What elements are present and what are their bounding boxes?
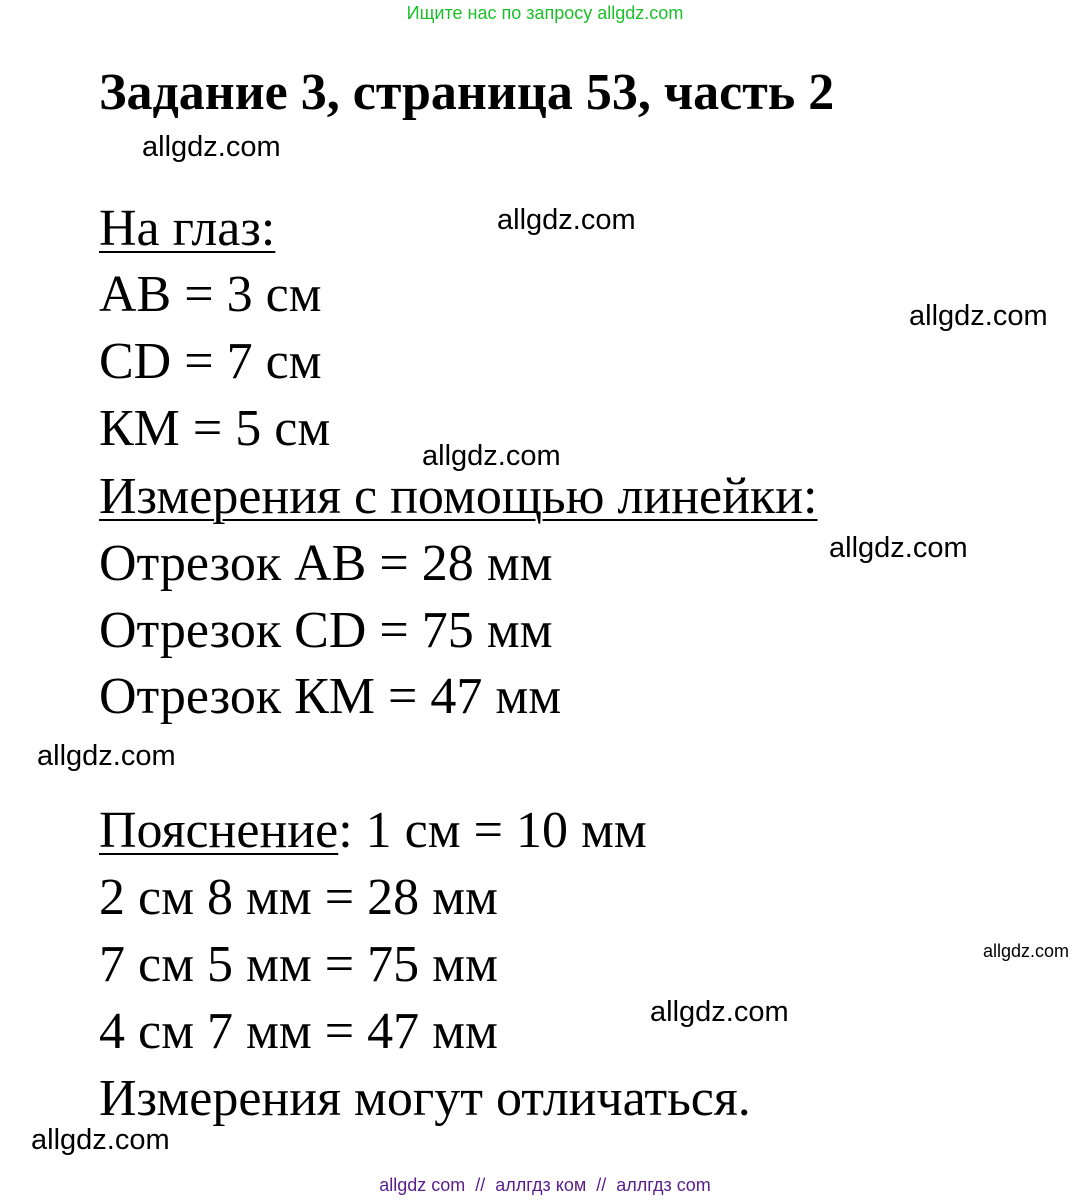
explanation-note: Измерения могут отличаться. <box>99 1070 751 1127</box>
explanation-heading-word: Пояснение <box>99 802 339 859</box>
top-banner-link[interactable]: Ищите нас по запросу allgdz.com <box>406 3 684 23</box>
section-ruler-heading: Измерения с помощью линейки: <box>99 468 818 525</box>
watermark: allgdz.com <box>829 532 968 564</box>
eye-line-ab: АВ = 3 см <box>99 266 322 323</box>
explanation-heading-rest: : 1 см = 10 мм <box>338 802 647 859</box>
section-eye-heading: На глаз: <box>99 200 276 257</box>
eye-line-cd: CD = 7 см <box>99 333 322 390</box>
section-explanation-heading <box>99 798 647 864</box>
explanation-line-ab: 2 см 8 мм = 28 мм <box>99 869 498 926</box>
ruler-line-ab: Отрезок АВ = 28 мм <box>99 535 553 592</box>
page-title: Задание 3, страница 53, часть 2 <box>99 64 835 121</box>
watermark: allgdz.com <box>37 740 176 772</box>
watermark: allgdz.com <box>909 300 1048 332</box>
explanation-line-km: 4 см 7 мм = 47 мм <box>99 1003 498 1060</box>
watermark: allgdz.com <box>983 941 1070 961</box>
ruler-line-km: Отрезок КМ = 47 мм <box>99 668 562 725</box>
explanation-line-cd: 7 см 5 мм = 75 мм <box>99 936 498 993</box>
eye-line-km: КМ = 5 см <box>99 400 331 457</box>
ruler-line-cd: Отрезок CD = 75 мм <box>99 602 553 659</box>
watermark: allgdz.com <box>497 204 636 236</box>
watermark: allgdz.com <box>31 1124 170 1156</box>
watermark: allgdz.com <box>650 996 789 1028</box>
watermark: allgdz.com <box>142 131 281 163</box>
watermark: allgdz.com <box>422 440 561 472</box>
footer-links[interactable]: allgdz com // аллгдз ком // аллгдз com <box>379 1175 711 1195</box>
